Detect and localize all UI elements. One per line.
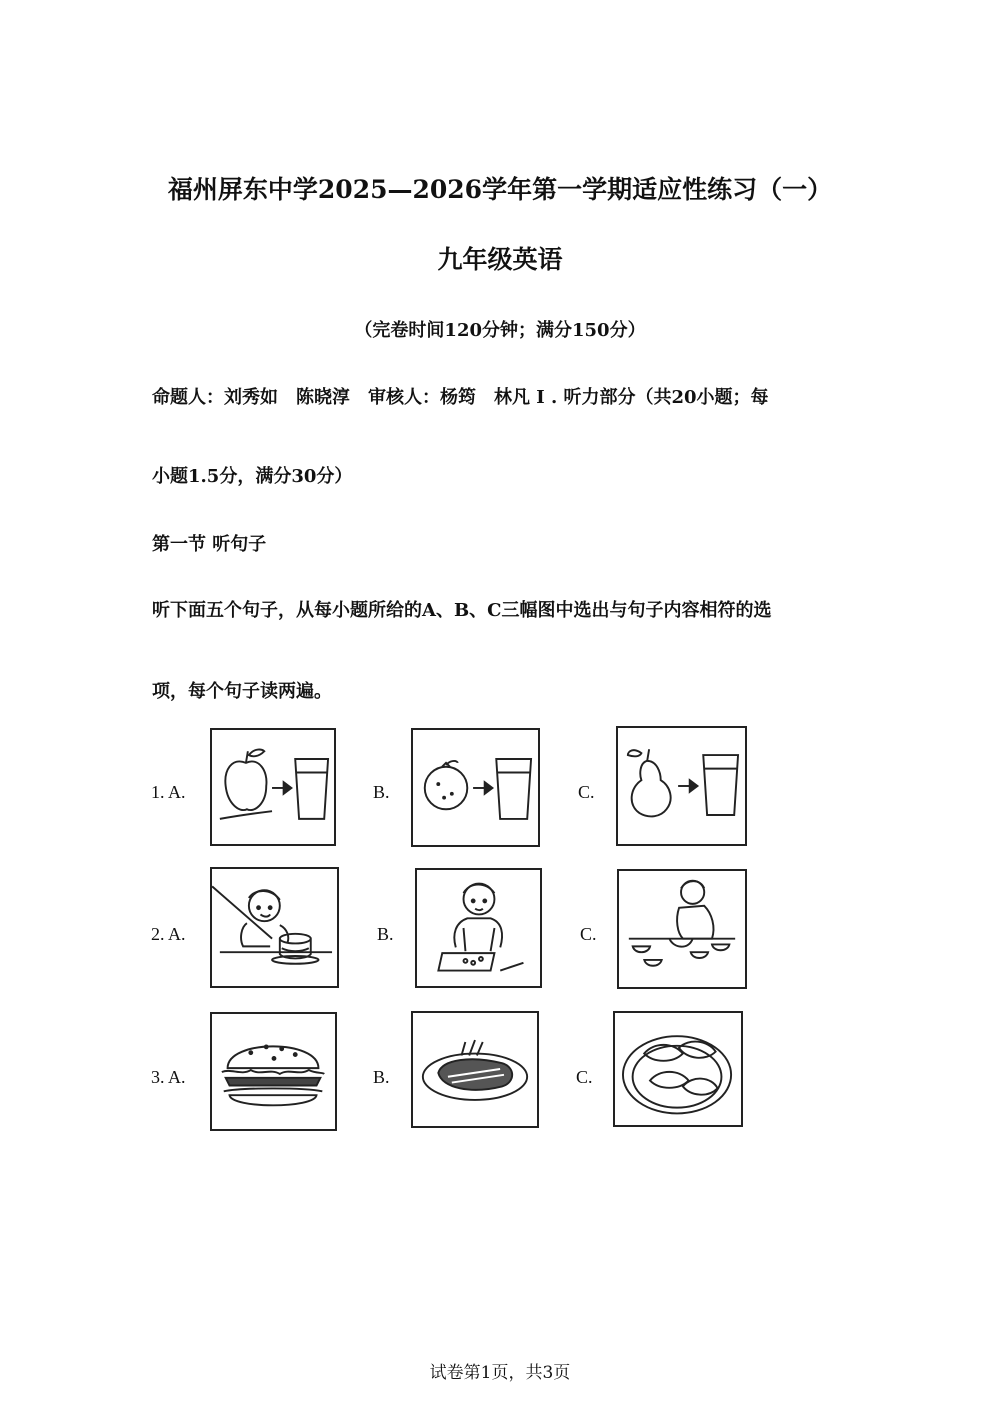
q2-label-c: C. — [580, 924, 597, 944]
page-footer: 试卷第1页，共3页 — [429, 1363, 571, 1383]
instruction-line-1: 听下面五个句子，从每小题所给的A、B、C三幅图中选出与句子内容相符的选 — [152, 600, 772, 621]
exam-subtitle: 九年级英语 — [437, 245, 563, 274]
apple-to-juice-icon[interactable] — [210, 728, 336, 846]
dumplings-icon[interactable] — [613, 1011, 743, 1127]
q1-label-c: C. — [578, 782, 595, 802]
q3-label-b: B. — [373, 1067, 390, 1087]
hamburger-icon[interactable] — [210, 1012, 337, 1131]
boy-cutting-watermelon-icon[interactable] — [617, 869, 747, 989]
q3-label-c: C. — [576, 1067, 593, 1087]
q2-label-b: B. — [377, 924, 394, 944]
authors-line-1: 命题人：刘秀如 陈晓淳 审核人：杨筠 林凡 I . 听力部分（共20小题；每 — [152, 387, 769, 408]
instruction-line-2: 项，每个句子读两遍。 — [152, 681, 332, 702]
authors-line-2: 小题1.5分，满分30分） — [152, 466, 353, 487]
q1-label-b: B. — [373, 782, 390, 802]
orange-to-juice-icon[interactable] — [411, 728, 540, 847]
exam-title: 福州屏东中学2025—2026学年第一学期适应性练习（一） — [167, 175, 833, 204]
section-heading: 第一节 听句子 — [152, 534, 267, 555]
steak-icon[interactable] — [411, 1011, 539, 1128]
q3-label-a: 3. A. — [151, 1067, 186, 1087]
boy-chopping-vegetables-icon[interactable] — [415, 868, 542, 988]
boy-cutting-cake-icon[interactable] — [210, 867, 339, 988]
exam-info: （完卷时间120分钟；满分150分） — [354, 320, 646, 341]
pear-to-juice-icon[interactable] — [616, 726, 747, 846]
q1-label-a: 1. A. — [151, 782, 186, 802]
q2-label-a: 2. A. — [151, 924, 186, 944]
